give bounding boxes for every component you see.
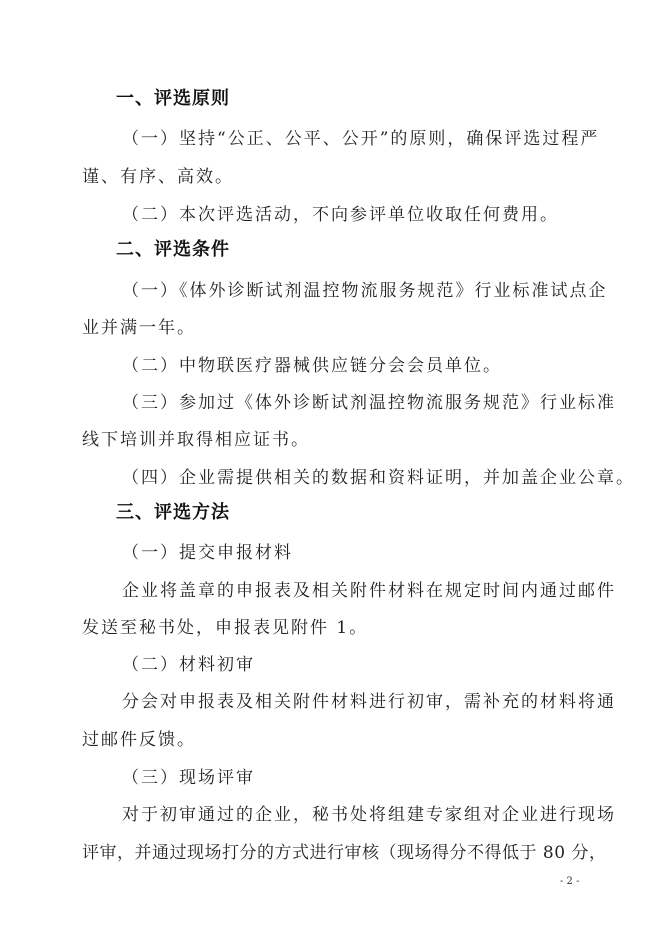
paragraph-line: 评审，并通过现场打分的方式进行审核（现场得分不得低于 80 分， — [82, 843, 607, 863]
paragraph-line: （二）中物联医疗器械供应链分会会员单位。 — [122, 356, 502, 376]
paragraph-line: （二）材料初审 — [122, 655, 255, 675]
paragraph-line: 过邮件反馈。 — [82, 730, 196, 750]
paragraph-line: （二）本次评选活动，不向参评单位收取任何费用。 — [122, 205, 559, 225]
section-heading-2: 二、评选条件 — [116, 239, 230, 260]
section-heading-3: 三、评选方法 — [116, 502, 230, 523]
paragraph-line: 发送至秘书处，申报表见附件 1。 — [82, 618, 369, 638]
paragraph-line: 业并满一年。 — [82, 318, 196, 338]
paragraph-line: 谨、有序、高效。 — [82, 167, 234, 187]
paragraph-line: 线下培训并取得相应证书。 — [82, 430, 310, 450]
paragraph-line: 分会对申报表及相关附件材料进行初审，需补充的材料将通 — [122, 692, 616, 712]
paragraph-line: （一）提交申报材料 — [122, 543, 293, 563]
paragraph-line: （一）《体外诊断试剂温控物流服务规范》行业标准试点企 — [122, 281, 608, 301]
paragraph-line: （四）企业需提供相关的数据和资料证明，并加盖企业公章。 — [122, 468, 635, 488]
paragraph-line: （三）参加过《体外诊断试剂温控物流服务规范》行业标准 — [122, 393, 616, 413]
paragraph-line: 企业将盖章的申报表及相关附件材料在规定时间内通过邮件 — [122, 581, 616, 601]
paragraph-line: 对于初审通过的企业，秘书处将组建专家组对企业进行现场 — [122, 805, 616, 825]
section-heading-1: 一、评选原则 — [116, 88, 230, 109]
page-number: - 2 - — [560, 876, 580, 887]
paragraph-line: （三）现场评审 — [122, 768, 255, 788]
paragraph-line: （一）坚持“公正、公平、公开”的原则，确保评选过程严 — [122, 129, 600, 149]
